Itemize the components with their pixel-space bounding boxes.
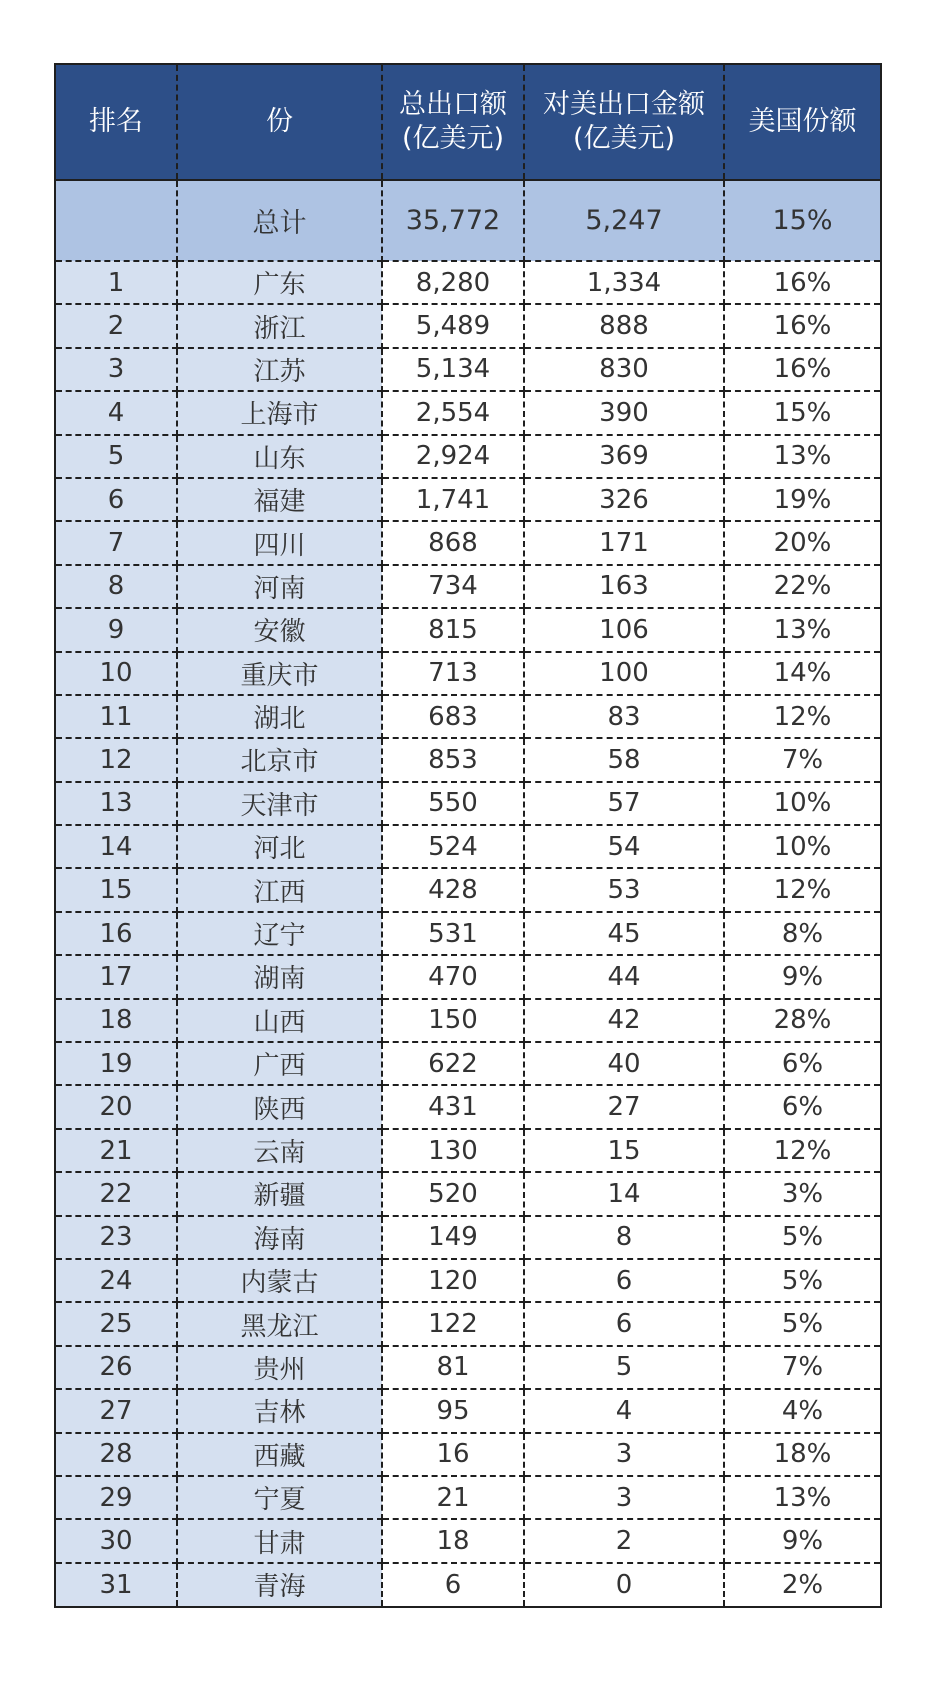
us-export-cell: 83 — [524, 695, 724, 738]
rank-cell: 18 — [56, 999, 177, 1042]
rank-cell: 15 — [56, 868, 177, 911]
rank-cell: 9 — [56, 608, 177, 651]
total-export-cell: 149 — [382, 1216, 524, 1259]
total-export-cell: 81 — [382, 1346, 524, 1389]
us-export-cell: 1,334 — [524, 261, 724, 304]
total-label: 总计 — [177, 180, 382, 261]
us-share-cell: 9% — [724, 955, 880, 998]
total-rank-cell — [56, 180, 177, 261]
us-share-cell: 6% — [724, 1085, 880, 1128]
rank-cell: 13 — [56, 782, 177, 825]
us-share-cell: 15% — [724, 391, 880, 434]
total-export-cell: 16 — [382, 1433, 524, 1476]
province-cell: 山东 — [177, 435, 382, 478]
rank-cell: 17 — [56, 955, 177, 998]
us-export-cell: 171 — [524, 521, 724, 564]
us-export-cell: 106 — [524, 608, 724, 651]
total-export-cell: 531 — [382, 912, 524, 955]
us-share-cell: 22% — [724, 565, 880, 608]
table-row — [56, 868, 880, 911]
us-export-cell: 40 — [524, 1042, 724, 1085]
us-share-cell: 13% — [724, 1476, 880, 1519]
us-export-cell: 54 — [524, 825, 724, 868]
us-share-cell: 8% — [724, 912, 880, 955]
province-cell: 山西 — [177, 999, 382, 1042]
header-province: 份 — [177, 65, 382, 180]
us-share-cell: 14% — [724, 652, 880, 695]
table-row — [56, 608, 880, 651]
province-cell: 黑龙江 — [177, 1302, 382, 1345]
province-cell: 宁夏 — [177, 1476, 382, 1519]
table-row — [56, 391, 880, 434]
table-row — [56, 1085, 880, 1128]
table-row — [56, 1259, 880, 1302]
table-row — [56, 435, 880, 478]
header-total-export: 总出口额 (亿美元) — [382, 65, 524, 180]
us-export-cell: 4 — [524, 1389, 724, 1432]
export-table — [56, 65, 880, 1606]
us-share-cell: 10% — [724, 782, 880, 825]
rank-cell: 1 — [56, 261, 177, 304]
total-export-cell: 470 — [382, 955, 524, 998]
us-export-cell: 42 — [524, 999, 724, 1042]
us-share-cell: 13% — [724, 435, 880, 478]
rank-cell: 25 — [56, 1302, 177, 1345]
us-share-cell: 13% — [724, 608, 880, 651]
province-cell: 上海市 — [177, 391, 382, 434]
table-row — [56, 1346, 880, 1389]
total-us-share: 15% — [724, 180, 880, 261]
us-share-cell: 7% — [724, 1346, 880, 1389]
province-cell: 安徽 — [177, 608, 382, 651]
province-cell: 广东 — [177, 261, 382, 304]
table-row — [56, 261, 880, 304]
us-share-cell: 5% — [724, 1302, 880, 1345]
rank-cell: 30 — [56, 1519, 177, 1562]
us-export-cell: 15 — [524, 1129, 724, 1172]
us-export-cell: 2 — [524, 1519, 724, 1562]
province-cell: 福建 — [177, 478, 382, 521]
province-cell: 云南 — [177, 1129, 382, 1172]
province-cell: 辽宁 — [177, 912, 382, 955]
total-export-cell: 150 — [382, 999, 524, 1042]
us-export-cell: 888 — [524, 304, 724, 347]
us-share-cell: 6% — [724, 1042, 880, 1085]
table-row — [56, 912, 880, 955]
table-header — [56, 65, 880, 180]
us-share-cell: 9% — [724, 1519, 880, 1562]
total-export-cell: 122 — [382, 1302, 524, 1345]
total-export-cell: 130 — [382, 1129, 524, 1172]
province-cell: 天津市 — [177, 782, 382, 825]
us-export-cell: 8 — [524, 1216, 724, 1259]
province-cell: 湖北 — [177, 695, 382, 738]
province-cell: 广西 — [177, 1042, 382, 1085]
table-row — [56, 695, 880, 738]
rank-cell: 5 — [56, 435, 177, 478]
province-cell: 海南 — [177, 1216, 382, 1259]
province-cell: 北京市 — [177, 738, 382, 781]
province-cell: 重庆市 — [177, 652, 382, 695]
rank-cell: 19 — [56, 1042, 177, 1085]
rank-cell: 11 — [56, 695, 177, 738]
us-share-cell: 16% — [724, 261, 880, 304]
total-export-cell: 5,134 — [382, 348, 524, 391]
us-export-cell: 390 — [524, 391, 724, 434]
rank-cell: 8 — [56, 565, 177, 608]
table-row — [56, 565, 880, 608]
total-export-cell: 622 — [382, 1042, 524, 1085]
us-share-cell: 10% — [724, 825, 880, 868]
us-share-cell: 20% — [724, 521, 880, 564]
rank-cell: 20 — [56, 1085, 177, 1128]
header-row — [56, 65, 880, 180]
table-row — [56, 1389, 880, 1432]
table-row — [56, 1519, 880, 1562]
table-row — [56, 304, 880, 347]
rank-cell: 12 — [56, 738, 177, 781]
table-row — [56, 738, 880, 781]
province-cell: 贵州 — [177, 1346, 382, 1389]
us-export-cell: 3 — [524, 1433, 724, 1476]
province-cell: 新疆 — [177, 1172, 382, 1215]
us-export-cell: 6 — [524, 1259, 724, 1302]
us-export-cell: 369 — [524, 435, 724, 478]
rank-cell: 16 — [56, 912, 177, 955]
rank-cell: 29 — [56, 1476, 177, 1519]
us-share-cell: 12% — [724, 1129, 880, 1172]
rank-cell: 31 — [56, 1563, 177, 1606]
us-export-cell: 830 — [524, 348, 724, 391]
total-export-cell: 815 — [382, 608, 524, 651]
us-export-cell: 57 — [524, 782, 724, 825]
rank-cell: 7 — [56, 521, 177, 564]
export-table-container — [54, 63, 882, 1608]
rank-cell: 14 — [56, 825, 177, 868]
rank-cell: 2 — [56, 304, 177, 347]
table-row — [56, 1042, 880, 1085]
rank-cell: 21 — [56, 1129, 177, 1172]
rank-cell: 26 — [56, 1346, 177, 1389]
province-cell: 甘肃 — [177, 1519, 382, 1562]
us-export-cell: 163 — [524, 565, 724, 608]
rank-cell: 23 — [56, 1216, 177, 1259]
province-cell: 浙江 — [177, 304, 382, 347]
total-total-export: 35,772 — [382, 180, 524, 261]
total-export-cell: 431 — [382, 1085, 524, 1128]
province-cell: 青海 — [177, 1563, 382, 1606]
us-share-cell: 19% — [724, 478, 880, 521]
total-export-cell: 8,280 — [382, 261, 524, 304]
table-body — [56, 180, 880, 1606]
rank-cell: 3 — [56, 348, 177, 391]
province-cell: 陕西 — [177, 1085, 382, 1128]
us-export-cell: 3 — [524, 1476, 724, 1519]
rank-cell: 10 — [56, 652, 177, 695]
total-export-cell: 1,741 — [382, 478, 524, 521]
us-export-cell: 5 — [524, 1346, 724, 1389]
table-row — [56, 1433, 880, 1476]
total-export-cell: 520 — [382, 1172, 524, 1215]
rank-cell: 28 — [56, 1433, 177, 1476]
province-cell: 湖南 — [177, 955, 382, 998]
us-export-cell: 58 — [524, 738, 724, 781]
province-cell: 江苏 — [177, 348, 382, 391]
us-share-cell: 5% — [724, 1216, 880, 1259]
total-export-cell: 734 — [382, 565, 524, 608]
rank-cell: 24 — [56, 1259, 177, 1302]
us-export-cell: 100 — [524, 652, 724, 695]
header-rank: 排名 — [56, 65, 177, 180]
table-row — [56, 1476, 880, 1519]
total-export-cell: 868 — [382, 521, 524, 564]
province-cell: 吉林 — [177, 1389, 382, 1432]
table-row — [56, 1302, 880, 1345]
total-export-cell: 6 — [382, 1563, 524, 1606]
us-export-cell: 0 — [524, 1563, 724, 1606]
province-cell: 内蒙古 — [177, 1259, 382, 1302]
us-share-cell: 12% — [724, 868, 880, 911]
total-export-cell: 21 — [382, 1476, 524, 1519]
us-share-cell: 4% — [724, 1389, 880, 1432]
table-row — [56, 652, 880, 695]
province-cell: 四川 — [177, 521, 382, 564]
total-us-export: 5,247 — [524, 180, 724, 261]
rank-cell: 4 — [56, 391, 177, 434]
rank-cell: 27 — [56, 1389, 177, 1432]
total-export-cell: 2,924 — [382, 435, 524, 478]
us-export-cell: 27 — [524, 1085, 724, 1128]
table-row — [56, 521, 880, 564]
table-row — [56, 478, 880, 521]
us-export-cell: 44 — [524, 955, 724, 998]
header-us-share: 美国份额 — [724, 65, 880, 180]
us-export-cell: 6 — [524, 1302, 724, 1345]
header-us-export: 对美出口金额 (亿美元) — [524, 65, 724, 180]
total-export-cell: 713 — [382, 652, 524, 695]
total-export-cell: 95 — [382, 1389, 524, 1432]
total-export-cell: 2,554 — [382, 391, 524, 434]
province-cell: 江西 — [177, 868, 382, 911]
us-share-cell: 16% — [724, 348, 880, 391]
us-share-cell: 12% — [724, 695, 880, 738]
us-share-cell: 2% — [781, 1569, 824, 1600]
us-export-cell: 53 — [524, 868, 724, 911]
table-row — [56, 1216, 880, 1259]
total-export-cell: 524 — [382, 825, 524, 868]
us-export-cell: 45 — [524, 912, 724, 955]
total-export-cell: 5,489 — [382, 304, 524, 347]
us-share-cell: 16% — [724, 304, 880, 347]
table-row — [56, 1563, 880, 1606]
table-row — [56, 782, 880, 825]
table-row — [56, 1129, 880, 1172]
us-share-cell: 18% — [724, 1433, 880, 1476]
us-share-cell: 3% — [724, 1172, 880, 1215]
total-export-cell: 18 — [382, 1519, 524, 1562]
total-export-cell: 853 — [382, 738, 524, 781]
table-row — [56, 955, 880, 998]
table-row — [56, 1172, 880, 1215]
province-cell: 西藏 — [177, 1433, 382, 1476]
province-cell: 河北 — [177, 825, 382, 868]
table-row — [56, 999, 880, 1042]
total-row — [56, 180, 880, 261]
us-share-cell: 28% — [724, 999, 880, 1042]
us-share-cell: 5% — [724, 1259, 880, 1302]
us-share-cell: 7% — [724, 738, 880, 781]
province-cell: 河南 — [177, 565, 382, 608]
us-export-cell: 326 — [524, 478, 724, 521]
total-export-cell: 120 — [382, 1259, 524, 1302]
total-export-cell: 428 — [382, 868, 524, 911]
table-row — [56, 825, 880, 868]
rank-cell: 22 — [56, 1172, 177, 1215]
total-export-cell: 683 — [382, 695, 524, 738]
rank-cell: 6 — [56, 478, 177, 521]
us-export-cell: 14 — [524, 1172, 724, 1215]
table-row — [56, 348, 880, 391]
total-export-cell: 550 — [382, 782, 524, 825]
